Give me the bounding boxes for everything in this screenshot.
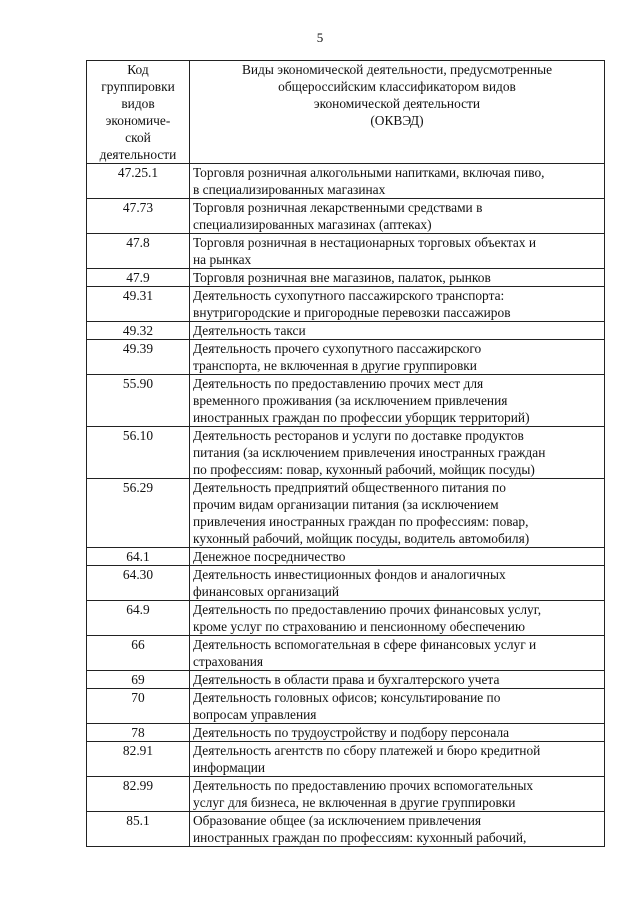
okved-code-cell: 47.8 <box>87 234 190 269</box>
activity-description-line: Деятельность инвестиционных фондов и аналогичных <box>193 567 506 582</box>
activity-description-cell <box>190 164 605 199</box>
activity-description-cell <box>190 601 605 636</box>
activity-description-cell <box>190 742 605 777</box>
okved-code-cell: 70 <box>87 689 190 724</box>
okved-code-cell: 47.25.1 <box>87 164 190 199</box>
activity-description-line: привлечения иностранных граждан по профессиям: повар, <box>193 514 529 529</box>
activity-description-cell <box>190 636 605 671</box>
okved-table <box>86 60 605 847</box>
activity-description-line: Денежное посредничество <box>193 549 346 564</box>
table-row <box>87 287 605 322</box>
okved-code-cell: 47.9 <box>87 269 190 287</box>
table-row <box>87 322 605 340</box>
activity-description-line: Деятельность прочего сухопутного пассажирского <box>193 341 482 356</box>
activity-description-line: Деятельность вспомогательная в сфере финансовых услуг и <box>193 637 537 652</box>
activity-description-line: транспорта, не включенная в другие группировки <box>193 358 477 373</box>
okved-code-cell: 49.31 <box>87 287 190 322</box>
activity-description-line: Деятельность сухопутного пассажирского транспорта: <box>193 288 505 303</box>
table-row <box>87 689 605 724</box>
okved-code-cell: 85.1 <box>87 812 190 847</box>
activity-description-line: услуг для бизнеса, не включенная в другие группировки <box>193 795 516 810</box>
activity-description-cell <box>190 724 605 742</box>
activity-description-line: Торговля розничная алкогольными напитками, включая пиво, <box>193 165 545 180</box>
activity-description-line: Образование общее (за исключением привлечения <box>193 813 482 828</box>
table-row <box>87 636 605 671</box>
header-description-cell <box>190 61 605 164</box>
activity-description-line: Деятельность предприятий общественного питания по <box>193 480 506 495</box>
activity-description-line: Деятельность агентств по сбору платежей и бюро кредитной <box>193 743 541 758</box>
okved-code-cell: 56.29 <box>87 479 190 548</box>
header-description-line: экономической деятельности <box>313 96 481 111</box>
header-code-line: Код <box>127 62 149 77</box>
table-row <box>87 234 605 269</box>
okved-code-cell: 69 <box>87 671 190 689</box>
activity-description-cell <box>190 566 605 601</box>
activity-description-line: Деятельность в области права и бухгалтерского учета <box>193 672 500 687</box>
header-code-line: деятельности <box>99 147 177 162</box>
table-row <box>87 742 605 777</box>
activity-description-line: Торговля розничная лекарственными средствами в <box>193 200 483 215</box>
header-code-line: экономиче- <box>105 113 171 128</box>
header-description-line: Виды экономической деятельности, предусмотренные <box>241 62 553 77</box>
activity-description-line: прочим видам организации питания (за исключением <box>193 497 499 512</box>
header-code-line: видов <box>121 96 155 111</box>
activity-description-line: Деятельность по предоставлению прочих мест для <box>193 376 484 391</box>
activity-description-line: на рынках <box>193 252 252 267</box>
table-row <box>87 566 605 601</box>
activity-description-line: Деятельность ресторанов и услуги по доставке продуктов <box>193 428 524 443</box>
activity-description-line: информации <box>193 760 266 775</box>
activity-description-line: Деятельность по трудоустройству и подбору персонала <box>193 725 510 740</box>
okved-code-cell: 55.90 <box>87 375 190 427</box>
activity-description-cell <box>190 812 605 847</box>
table-row <box>87 164 605 199</box>
activity-description-line: вопросам управления <box>193 707 317 722</box>
table-row <box>87 601 605 636</box>
activity-description-line: временного проживания (за исключением привлечения <box>193 393 508 408</box>
table-row <box>87 671 605 689</box>
activity-description-line: по профессиям: повар, кухонный рабочий, мойщик посуды) <box>193 462 535 477</box>
activity-description-line: кроме услуг по страхованию и пенсионному обеспечению <box>193 619 525 634</box>
activity-description-cell <box>190 287 605 322</box>
table-row <box>87 548 605 566</box>
activity-description-line: питания (за исключением привлечения иностранных граждан <box>193 445 546 460</box>
okved-code-cell: 82.99 <box>87 777 190 812</box>
table-row <box>87 340 605 375</box>
activity-description-line: иностранных граждан по профессии уборщик территорий) <box>193 410 530 425</box>
activity-description-line: финансовых организаций <box>193 584 340 599</box>
activity-description-cell <box>190 234 605 269</box>
table-row <box>87 199 605 234</box>
table-row <box>87 269 605 287</box>
okved-code-cell: 64.9 <box>87 601 190 636</box>
okved-code-cell: 82.91 <box>87 742 190 777</box>
header-description-line: (ОКВЭД) <box>370 113 424 128</box>
table-row <box>87 427 605 479</box>
table-row <box>87 479 605 548</box>
activity-description-line: иностранных граждан по профессиям: кухонный рабочий, <box>193 830 527 845</box>
header-code-line: группировки <box>101 79 175 94</box>
activity-description-cell <box>190 671 605 689</box>
activity-description-cell <box>190 375 605 427</box>
table-header-row <box>87 61 605 164</box>
okved-code-cell: 78 <box>87 724 190 742</box>
activity-description-cell <box>190 427 605 479</box>
activity-description-cell <box>190 689 605 724</box>
okved-code-cell: 47.73 <box>87 199 190 234</box>
okved-code-cell: 66 <box>87 636 190 671</box>
table-body <box>87 164 605 847</box>
okved-code-cell: 56.10 <box>87 427 190 479</box>
table-row <box>87 724 605 742</box>
header-code-cell <box>87 61 190 164</box>
activity-description-cell <box>190 199 605 234</box>
activity-description-line: кухонный рабочий, мойщик посуды, водитель автомобиля) <box>193 531 530 546</box>
activity-description-cell <box>190 269 605 287</box>
activity-description-cell <box>190 777 605 812</box>
activity-description-line: Деятельность головных офисов; консультирование по <box>193 690 501 705</box>
okved-code-cell: 49.39 <box>87 340 190 375</box>
table-row <box>87 812 605 847</box>
page-number: 5 <box>316 30 324 45</box>
activity-description-cell <box>190 322 605 340</box>
activity-description-line: внутригородские и пригородные перевозки пассажиров <box>193 305 511 320</box>
activity-description-line: Торговля розничная в нестационарных торговых объектах и <box>193 235 536 250</box>
activity-description-line: Деятельность по предоставлению прочих вспомогательных <box>193 778 534 793</box>
activity-description-line: Деятельность по предоставлению прочих финансовых услуг, <box>193 602 542 617</box>
activity-description-cell <box>190 548 605 566</box>
activity-description-cell <box>190 340 605 375</box>
activity-description-line: в специализированных магазинах <box>193 182 386 197</box>
okved-code-cell: 64.30 <box>87 566 190 601</box>
activity-description-line: специализированных магазинах (аптеках) <box>193 217 432 232</box>
okved-code-cell: 49.32 <box>87 322 190 340</box>
table-row <box>87 777 605 812</box>
header-code-line: ской <box>125 130 151 145</box>
header-description-line: общероссийским классификатором видов <box>278 79 516 94</box>
activity-description-cell <box>190 479 605 548</box>
activity-description-line: Торговля розничная вне магазинов, палаток, рынков <box>193 270 491 285</box>
activity-description-line: Деятельность такси <box>193 323 306 338</box>
activity-description-line: страхования <box>193 654 264 669</box>
okved-code-cell: 64.1 <box>87 548 190 566</box>
table-row <box>87 375 605 427</box>
